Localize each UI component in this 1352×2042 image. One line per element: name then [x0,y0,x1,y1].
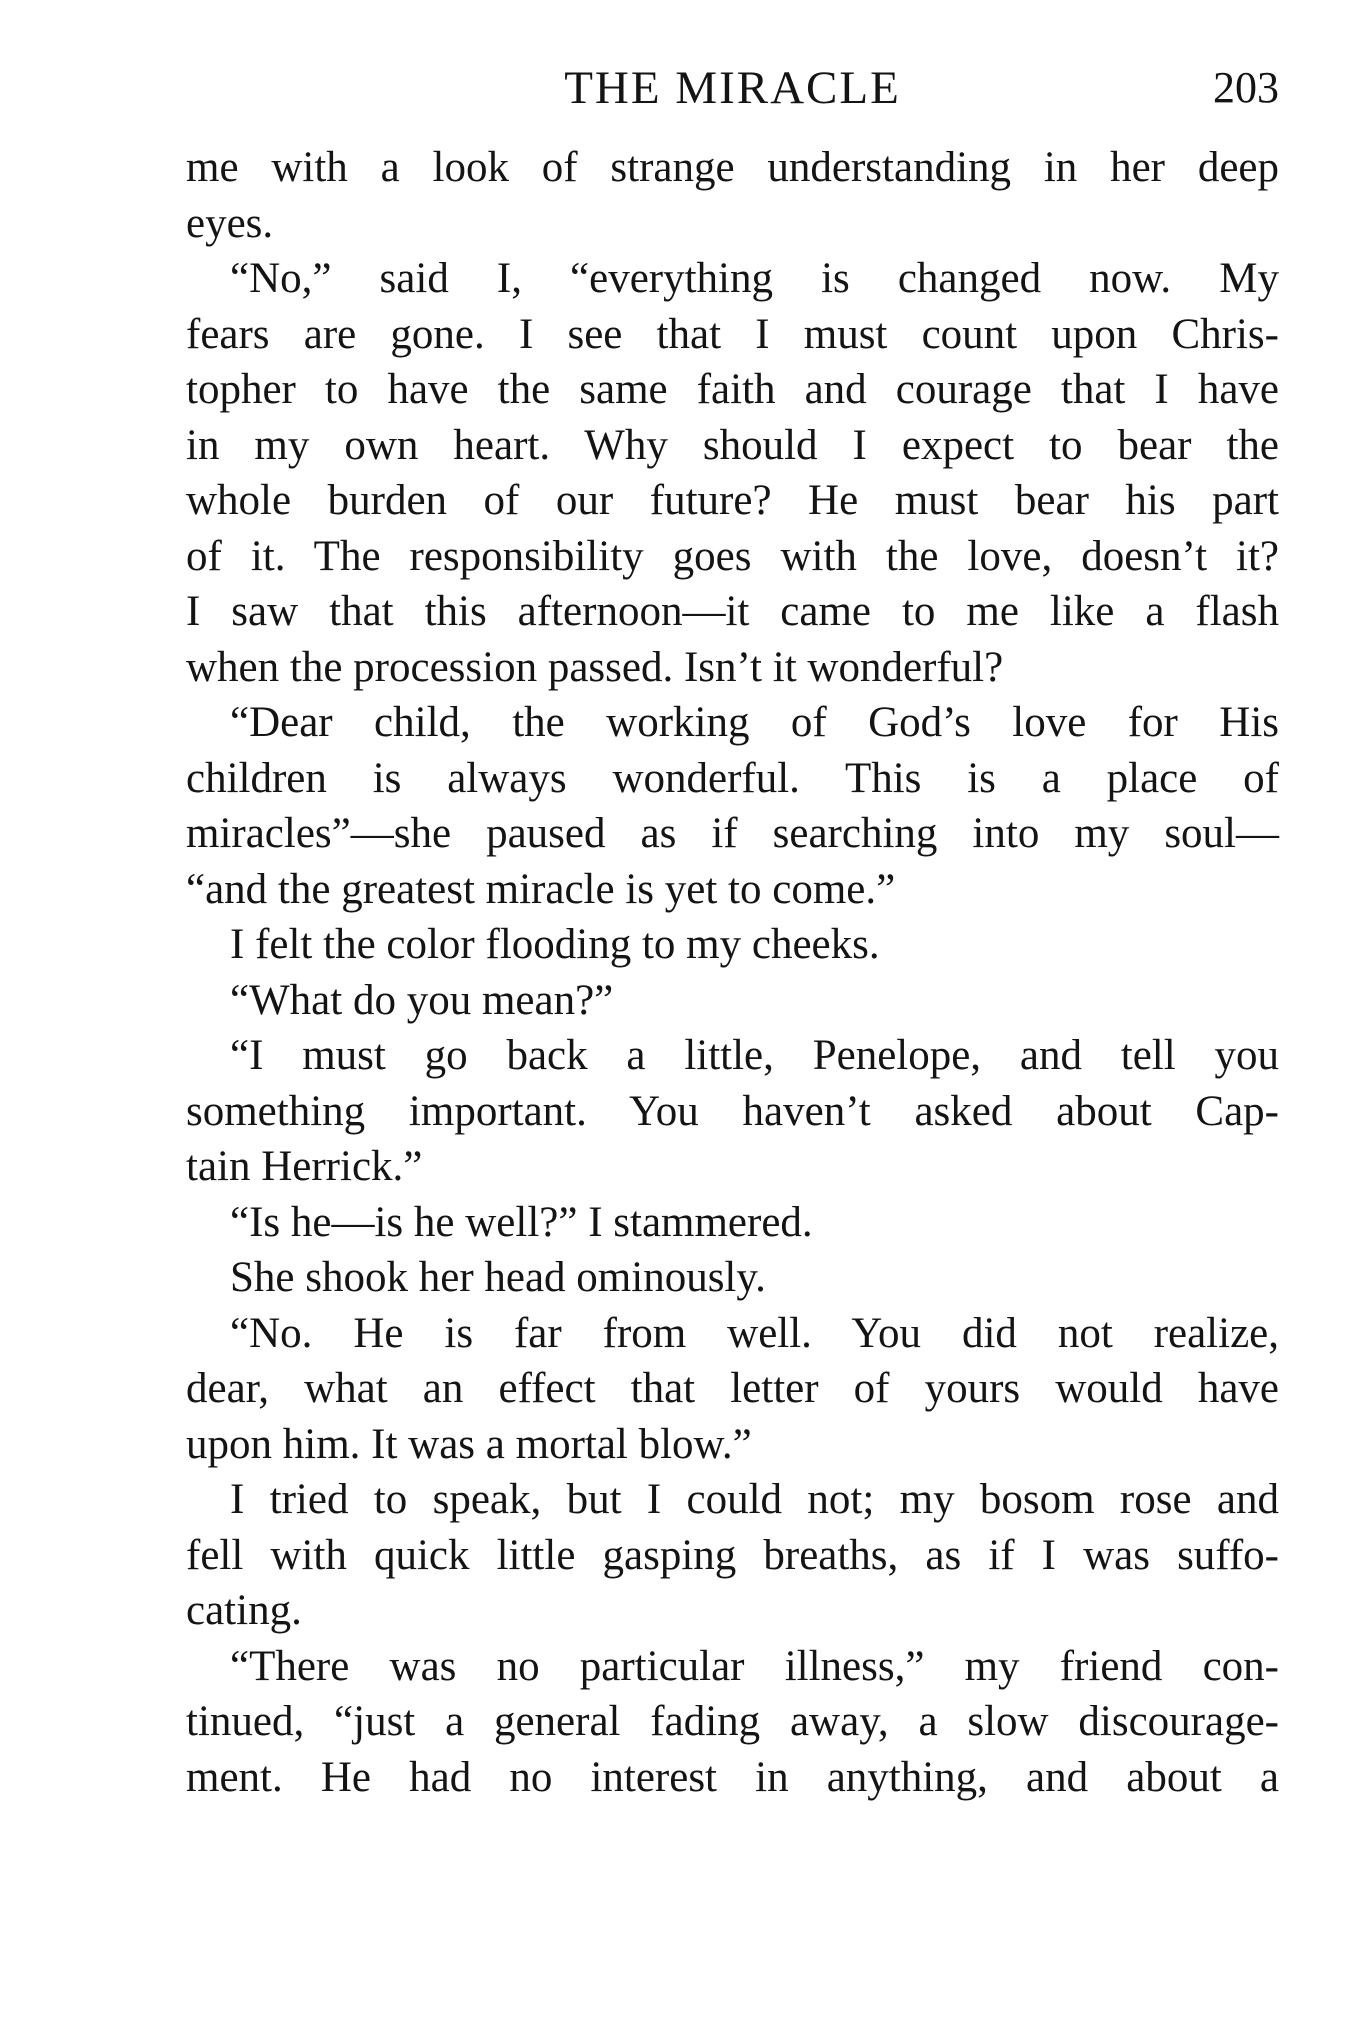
text-line: I tried to speak, but I could not; my bosom rose and [230,1476,1279,1523]
text-line: “and the greatest miracle is yet to come.” [186,865,896,913]
page-number: 203 [1213,63,1279,112]
text-line: in my own heart. Why should I expect to bear the [186,421,1279,469]
body-text [186,140,1279,1805]
text-line: “No,” said I, “everything is changed now. My [230,255,1279,302]
text-line: “Is he—is he well?” I stammered. [230,1198,813,1246]
text-line: tinued, “just a general fading away, a slow discourage- [186,1698,1279,1745]
running-head [186,58,1279,118]
text-line: ment. He had no interest in anything, and about a [186,1753,1279,1801]
text-line: eyes. [186,199,274,247]
text-line: “There was no particular illness,” my friend con- [230,1642,1279,1690]
text-line: She shook her head ominously. [230,1254,766,1301]
text-line: I saw that this afternoon—it came to me like a flash [186,588,1279,635]
text-line: fears are gone. I see that I must count upon Chris- [186,310,1279,358]
text-line: upon him. It was a mortal blow.” [186,1420,752,1468]
text-line: of it. The responsibility goes with the love, doesn’t it? [186,532,1279,580]
text-line: fell with quick little gasping breaths, as if I was suffo- [186,1531,1279,1579]
text-line: dear, what an effect that letter of yours would have [186,1365,1279,1412]
text-line: topher to have the same faith and courage that I have [186,366,1279,413]
text-line: miracles”—she paused as if searching into my soul— [186,810,1279,857]
text-line: me with a look of strange understanding in her deep [186,144,1279,191]
text-line: I felt the color flooding to my cheeks. [230,921,880,968]
text-line: tain Herrick.” [186,1143,423,1190]
text-line: when the procession passed. Isn’t it wonderful? [186,643,1004,691]
text-line: cating. [186,1587,302,1634]
text-line: something important. You haven’t asked about Cap- [186,1087,1279,1135]
text-line: children is always wonderful. This is a place of [186,754,1279,802]
text-line: “No. He is far from well. You did not realize, [230,1309,1279,1357]
text-line: “I must go back a little, Penelope, and tell you [230,1032,1279,1079]
text-line: “What do you mean?” [230,976,614,1024]
text-line: whole burden of our future? He must bear his part [186,477,1279,524]
text-line: “Dear child, the working of God’s love for His [230,699,1279,746]
running-title: THE MIRACLE [564,62,901,114]
